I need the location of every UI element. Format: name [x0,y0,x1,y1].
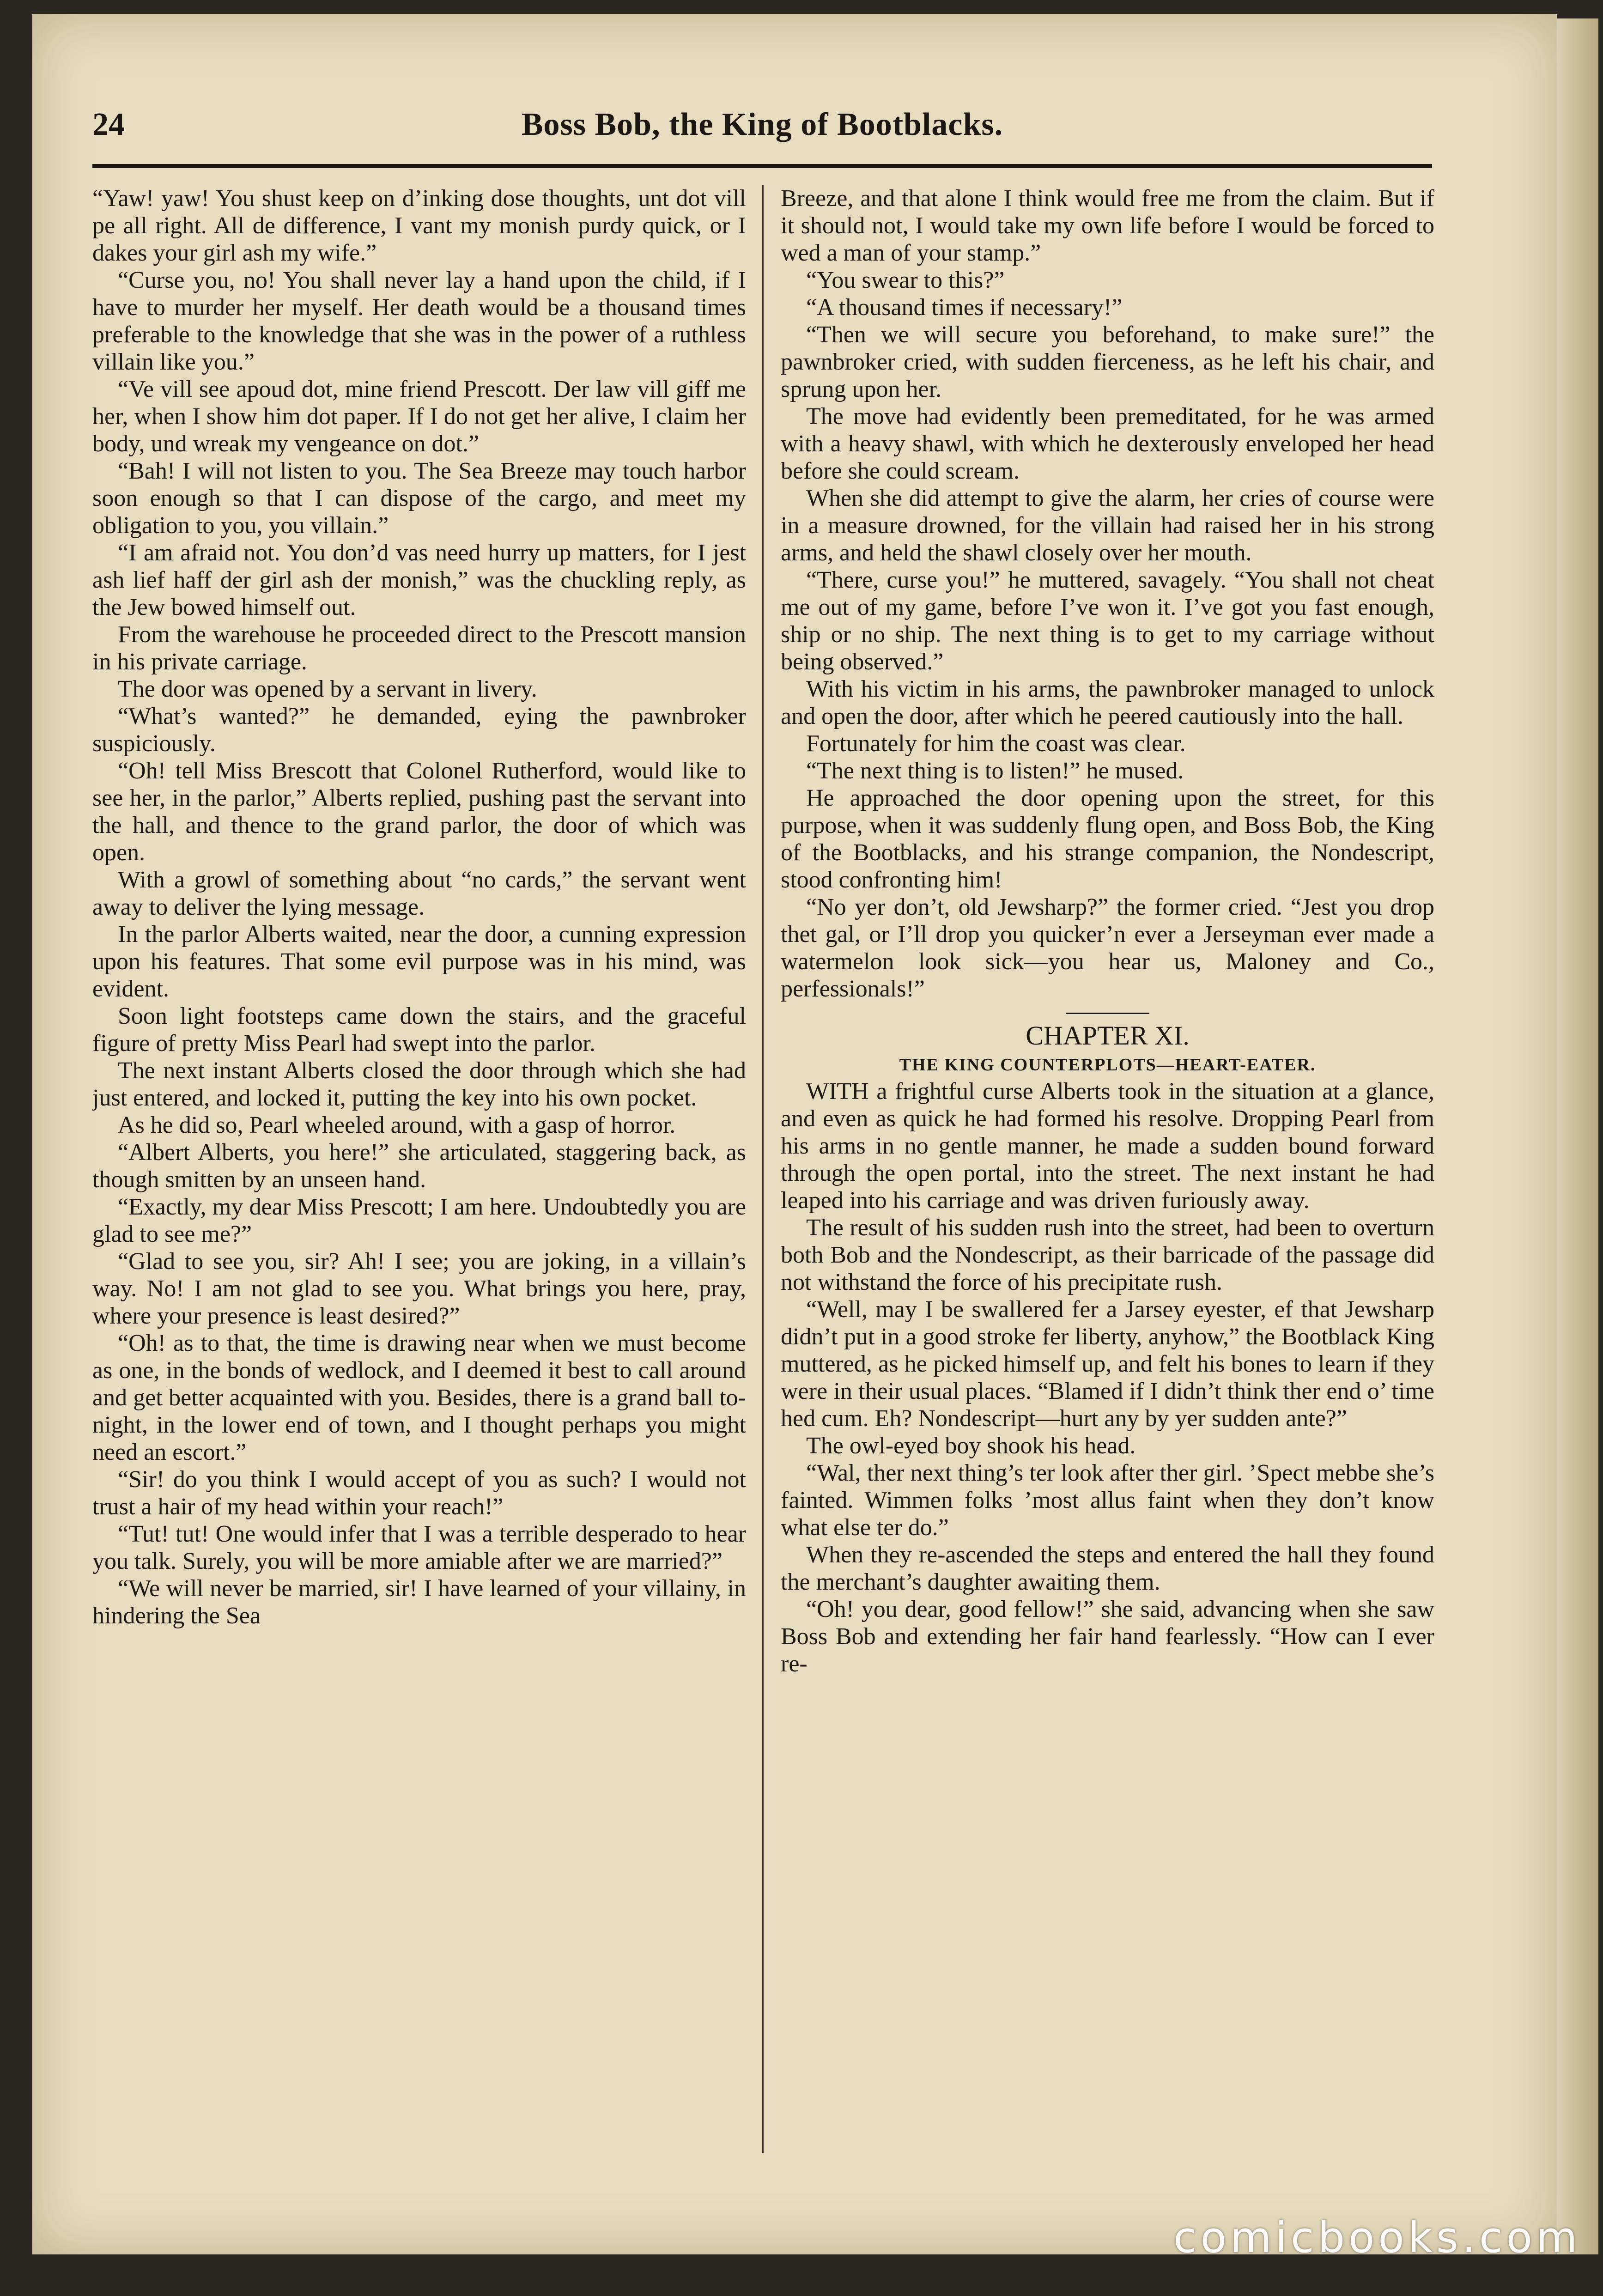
paragraph: “Bah! I will not listen to you. The Sea Breeze may touch harbor soon enough so that I can dispose of the cargo, and meet my obligation to you, you villain.” [92,458,746,539]
paragraph: In the parlor Alberts waited, near the door, a cunning expression upon his features. That some evil purpose was in his mind, was evident. [92,921,746,1002]
paragraph: “There, curse you!” he muttered, savagely. “You shall not cheat me out of my game, before I’ve won it. I’ve got you fast enough, ship or no ship. The next thing is to get to my carriage without being observed.” [781,567,1434,675]
paragraph: The move had evidently been premeditated, for he was armed with a heavy shawl, with which he dexterously enveloped her head before she could scream. [781,403,1434,484]
paragraph: The owl-eyed boy shook his head. [806,1433,1136,1459]
paragraph: He approached the door opening upon the street, for this purpose, when it was suddenly flung open, and Boss Bob, the King of the Bootblacks, and his strange companion, the Nondescript, stood confronting him! [781,785,1434,893]
paragraph: “Sir! do you think I would accept of you as such? I would not trust a hair of my head within your reach!” [92,1466,746,1520]
running-title: Boss Bob, the King of Bootblacks. [521,107,1003,142]
paragraph: “No yer don’t, old Jewsharp?” the former cried. “Jest you drop thet gal, or I’ll drop you quicker’n ever a Jerseyman ever made a watermelon look sick—you hear us, Maloney and Co., perfessionals!” [781,894,1434,1002]
paragraph: “I am afraid not. You don’d vas need hurry up matters, for I jest ash lief haff der girl ash der monish,” was the chuckling reply, as the Jew bowed himself out. [92,540,746,620]
page-header [92,106,1432,162]
paragraph: “What’s wanted?” he demanded, eying the pawnbroker suspiciously. [92,703,746,757]
right-column-text-after-chapter [781,1078,1434,1677]
paragraph: “Yaw! yaw! You shust keep on d’inking dose thoughts, unt dot vill pe all right. All de difference, I vant my monish purdy quick, or I dakes your girl ash my wife.” [92,185,746,266]
paragraph: Soon light footsteps came down the stairs, and the graceful figure of pretty Miss Pearl had swept into the parlor. [92,1003,746,1057]
paragraph: “You swear to this?” [806,267,1005,293]
paragraph: With his victim in his arms, the pawnbroker managed to unlock and open the door, after which he peered cautiously into the hall. [781,676,1434,729]
paragraph: “Exactly, my dear Miss Prescott; I am here. Undoubtedly you are glad to see me?” [92,1194,746,1247]
chapter-rule [1066,1013,1149,1014]
header-rule [92,164,1432,168]
paragraph: The door was opened by a servant in livery. [118,676,537,702]
paragraph: “A thousand times if necessary!” [806,294,1123,321]
page-edge [1557,18,1598,2254]
chapter-number: CHAPTER XI. [1026,1020,1190,1051]
paragraph: The next instant Alberts closed the door through which she had just entered, and locked it, putting the key into his own pocket. [92,1057,746,1111]
right-column-text-before-chapter [781,185,1434,1002]
paragraph: “Tut! tut! One would infer that I was a terrible desperado to hear you talk. Surely, you will be more amiable after we are married?” [92,1521,746,1574]
paragraph: The result of his sudden rush into the street, had been to overturn both Bob and the Nondescript, as their barricade of the passage did not withstand the force of his precipitate rush. [781,1215,1434,1295]
paragraph: As he did so, Pearl wheeled around, with a gasp of horror. [118,1112,676,1138]
paragraph: When they re-ascended the steps and entered the hall they found the merchant’s daughter awaiting them. [781,1542,1434,1595]
paragraph: “Curse you, no! You shall never lay a hand upon the child, if I have to murder her myself. Her death would be a thousand times preferable to the knowledge that she was in the power of a ruthless villain like you.” [92,267,746,375]
paragraph: “Oh! you dear, good fellow!” she said, advancing when she saw Boss Bob and extending her fair hand fearlessly. “How can I ever re- [781,1596,1434,1677]
paragraph: “Then we will secure you beforehand, to make sure!” the pawnbroker cried, with sudden fierceness, as he left his chair, and sprung upon her. [781,322,1434,402]
paragraph: “Ve vill see apoud dot, mine friend Prescott. Der law vill giff me her, when I show him dot paper. If I do not get her alive, I claim her body, und wreak my vengeance on dot.” [92,376,746,457]
paragraph: “Albert Alberts, you here!” she articulated, staggering back, as though smitten by an unseen hand. [92,1139,746,1193]
paragraph: From the warehouse he proceeded direct to the Prescott mansion in his private carriage. [92,621,746,675]
paragraph: “Well, may I be swallered fer a Jarsey eyester, ef that Jewsharp didn’t put in a good stroke fer liberty, anyhow,” the Bootblack King muttered, as he picked himself up, and felt his bones to learn if they were in their usual places. “Blamed if I didn’t think ther end o’ time hed cum. Eh? Nondescript—hurt any by yer sudden ante?” [781,1296,1434,1432]
paragraph: “Oh! as to that, the time is drawing near when we must become as one, in the bonds of wedlock, and I deemed it best to call around and get better acquainted with you. Besides, there is a grand ball to-night, in the lower end of town, and I thought perhaps you might need an escort.” [92,1330,746,1465]
left-column [92,185,746,2153]
page-number: 24 [92,107,125,142]
paragraph: WITH a frightful curse Alberts took in the situation at a glance, and even as quick he had formed his resolve. Dropping Pearl from his arms in no gentle manner, he made a sudden bound forward through the open portal, into the street. The next instant he had leaped into his carriage and was driven furiously away. [781,1078,1434,1214]
paragraph: “The next thing is to listen!” he mused. [806,758,1184,784]
chapter-title: THE KING COUNTERPLOTS—HEART-EATER. [899,1055,1316,1075]
paragraph: When she did attempt to give the alarm, her cries of course were in a measure drowned, for the villain had raised her in his strong arms, and held the shawl closely over her mouth. [781,485,1434,566]
paragraph: “Oh! tell Miss Brescott that Colonel Rutherford, would like to see her, in the parlor,” Alberts replied, pushing past the servant into the hall, and thence to the grand parlor, the door of which was open. [92,758,746,866]
chapter-heading [781,1013,1434,1078]
column-divider [762,185,764,2153]
paragraph: With a growl of something about “no cards,” the servant went away to deliver the lying message. [92,867,746,920]
paragraph: “We will never be married, sir! I have learned of your villainy, in hindering the Sea [92,1575,746,1629]
paragraph: Breeze, and that alone I think would free me from the claim. But if it should not, I would take my own life before I would be forced to wed a man of your stamp.” [781,185,1434,266]
paragraph: Fortunately for him the coast was clear. [806,730,1186,757]
paragraph: “Wal, ther next thing’s ter look after ther girl. ’Spect mebbe she’s fainted. Wimmen folks ’most allus faint when they don’t know what else ter do.” [781,1460,1434,1541]
right-column [781,185,1434,2153]
watermark: comicbooks.com [1173,2213,1581,2262]
paragraph: “Glad to see you, sir? Ah! I see; you are joking, in a villain’s way. No! I am not glad to see you. What brings you here, pray, where your presence is least desired?” [92,1248,746,1329]
